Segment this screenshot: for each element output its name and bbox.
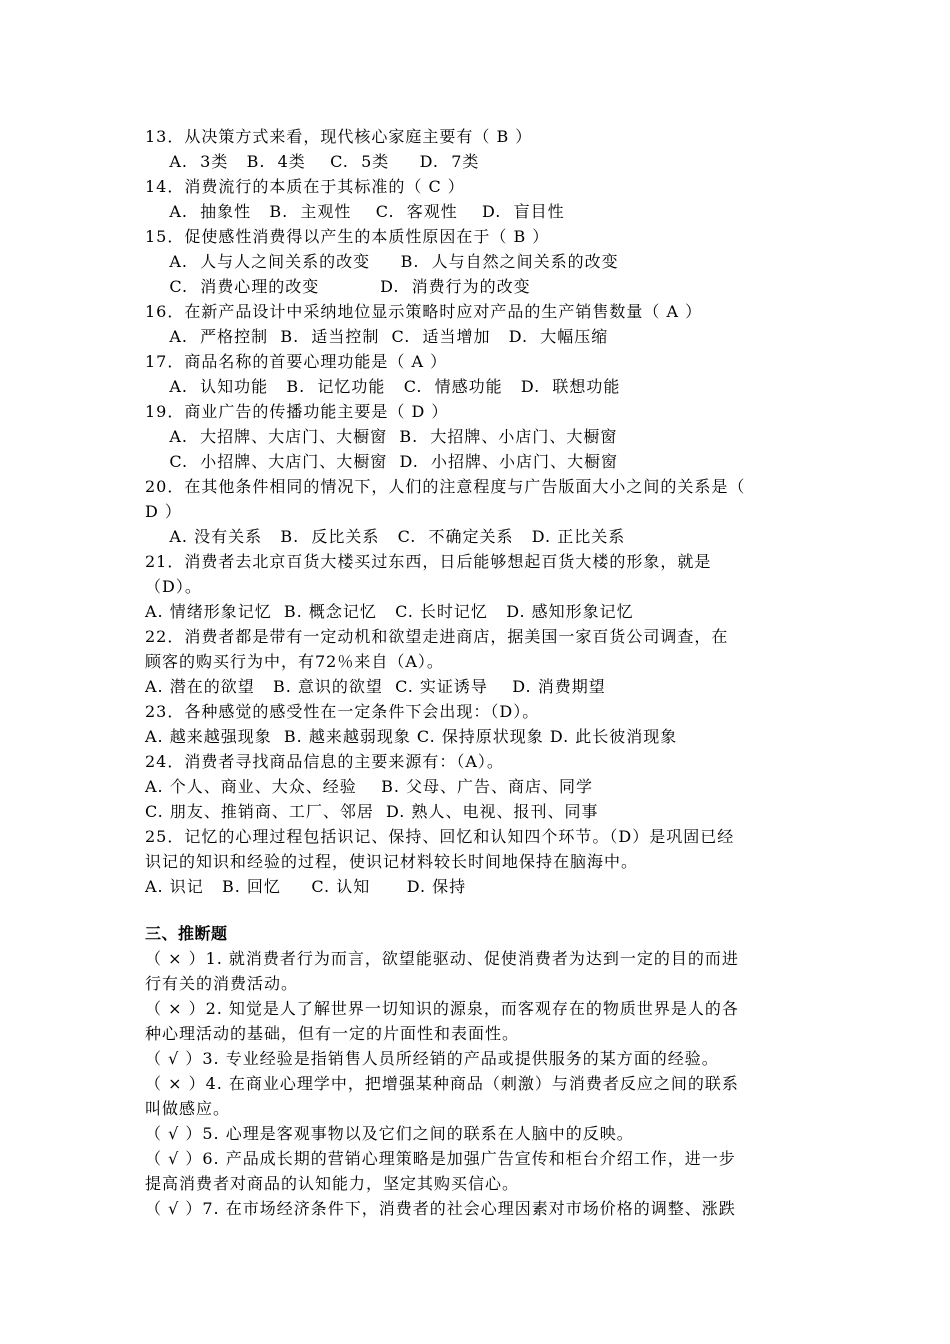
question-15-options-ab: A. 人与人之间关系的改变 B. 人与自然之间关系的改变 bbox=[145, 252, 619, 271]
judgment-2: （ × ）2. 知觉是人了解世界一切知识的源泉，而客观存在的物质世界是人的各 bbox=[145, 999, 739, 1018]
question-14: 14．消费流行的本质在于其标准的（ C ） bbox=[145, 177, 465, 196]
question-20: 20．在其他条件相同的情况下，人们的注意程度与广告版面大小之间的关系是（ bbox=[145, 477, 746, 496]
question-19: 19．商业广告的传播功能主要是（ D ） bbox=[145, 402, 449, 421]
judgment-3: （ √ ）3. 专业经验是指销售人员所经销的产品或提供服务的某方面的经验。 bbox=[145, 1049, 719, 1068]
judgment-4: （ × ）4. 在商业心理学中，把增强某种商品（刺激）与消费者反应之间的联系 bbox=[145, 1074, 739, 1093]
question-13: 13．从决策方式来看，现代核心家庭主要有（ B ） bbox=[145, 127, 533, 146]
question-24-options-ab: A. 个人、商业、大众、经验 B. 父母、广告、商店、同学 bbox=[145, 777, 594, 796]
question-22-cont: 顾客的购买行为中，有72％来自（A）。 bbox=[145, 652, 444, 671]
question-20-cont: D ） bbox=[145, 502, 182, 521]
question-17: 17．商品名称的首要心理功能是（ A ） bbox=[145, 352, 448, 371]
question-23-options: A. 越来越强现象 B. 越来越弱现象 C. 保持原状现象 D. 此长彼消现象 bbox=[145, 727, 678, 746]
question-22-options: A. 潜在的欲望 B. 意识的欲望 C. 实证诱导 D. 消费期望 bbox=[145, 677, 606, 696]
question-24: 24．消费者寻找商品信息的主要来源有：（A）。 bbox=[145, 752, 504, 771]
judgment-5: （ √ ）5. 心理是客观事物以及它们之间的联系在人脑中的反映。 bbox=[145, 1124, 634, 1143]
question-25-cont: 识记的知识和经验的过程，使识记材料较长时间地保持在脑海中。 bbox=[145, 852, 639, 871]
question-15-options-cd: C. 消费心理的改变 D. 消费行为的改变 bbox=[145, 277, 531, 296]
judgment-4-cont: 叫做感应。 bbox=[145, 1099, 231, 1118]
judgment-2-cont: 种心理活动的基础，但有一定的片面性和表面性。 bbox=[145, 1024, 520, 1043]
judgment-6: （ √ ）6. 产品成长期的营销心理策略是加强广告宣传和柜台介绍工作，进一步 bbox=[145, 1149, 736, 1168]
question-13-options: A. 3类 B. 4类 C. 5类 D. 7类 bbox=[145, 152, 480, 171]
judgment-1: （ × ）1. 就消费者行为而言，欲望能驱动、促使消费者为达到一定的目的而进 bbox=[145, 949, 739, 968]
section-heading: 三、推断题 bbox=[145, 924, 228, 943]
document-body bbox=[145, 124, 813, 1221]
question-16: 16．在新产品设计中采纳地位显示策略时应对产品的生产销售数量（ A ） bbox=[145, 302, 703, 321]
question-20-options: A. 没有关系 B. 反比关系 C. 不确定关系 D. 正比关系 bbox=[145, 527, 626, 546]
question-24-options-cd: C. 朋友、推销商、工厂、邻居 D. 熟人、电视、报刊、同事 bbox=[145, 802, 599, 821]
question-21-options: A. 情绪形象记忆 B. 概念记忆 C. 长时记忆 D. 感知形象记忆 bbox=[145, 602, 634, 621]
question-25-options: A. 识记 B. 回忆 C. 认知 D. 保持 bbox=[145, 877, 467, 896]
judgment-6-cont: 提高消费者对商品的认知能力，坚定其购买信心。 bbox=[145, 1174, 520, 1193]
section-gap bbox=[145, 899, 813, 921]
question-21-cont: （D）。 bbox=[145, 577, 202, 596]
judgment-1-cont: 行有关的消费活动。 bbox=[145, 974, 299, 993]
question-19-options-ab: A. 大招牌、大店门、大橱窗 B. 大招牌、小店门、大橱窗 bbox=[145, 427, 618, 446]
question-25: 25．记忆的心理过程包括识记、保持、回忆和认知四个环节。（D）是巩固已经 bbox=[145, 827, 735, 846]
question-15: 15．促使感性消费得以产生的本质性原因在于（ B ） bbox=[145, 227, 550, 246]
question-22: 22．消费者都是带有一定动机和欲望走进商店，据美国一家百货公司调查，在 bbox=[145, 627, 729, 646]
question-21: 21．消费者去北京百货大楼买过东西，日后能够想起百货大楼的形象，就是 bbox=[145, 552, 712, 571]
question-16-options: A. 严格控制 B. 适当控制 C. 适当增加 D. 大幅压缩 bbox=[145, 327, 609, 346]
question-14-options: A. 抽象性 B. 主观性 C. 客观性 D. 盲目性 bbox=[145, 202, 565, 221]
judgment-7: （ √ ）7. 在市场经济条件下，消费者的社会心理因素对市场价格的调整、涨跌 bbox=[145, 1199, 736, 1218]
question-17-options: A. 认知功能 B. 记忆功能 C. 情感功能 D. 联想功能 bbox=[145, 377, 621, 396]
question-19-options-cd: C. 小招牌、大店门、大橱窗 D. 小招牌、小店门、大橱窗 bbox=[145, 452, 618, 471]
question-23: 23．各种感觉的感受性在一定条件下会出现：（D）。 bbox=[145, 702, 540, 721]
